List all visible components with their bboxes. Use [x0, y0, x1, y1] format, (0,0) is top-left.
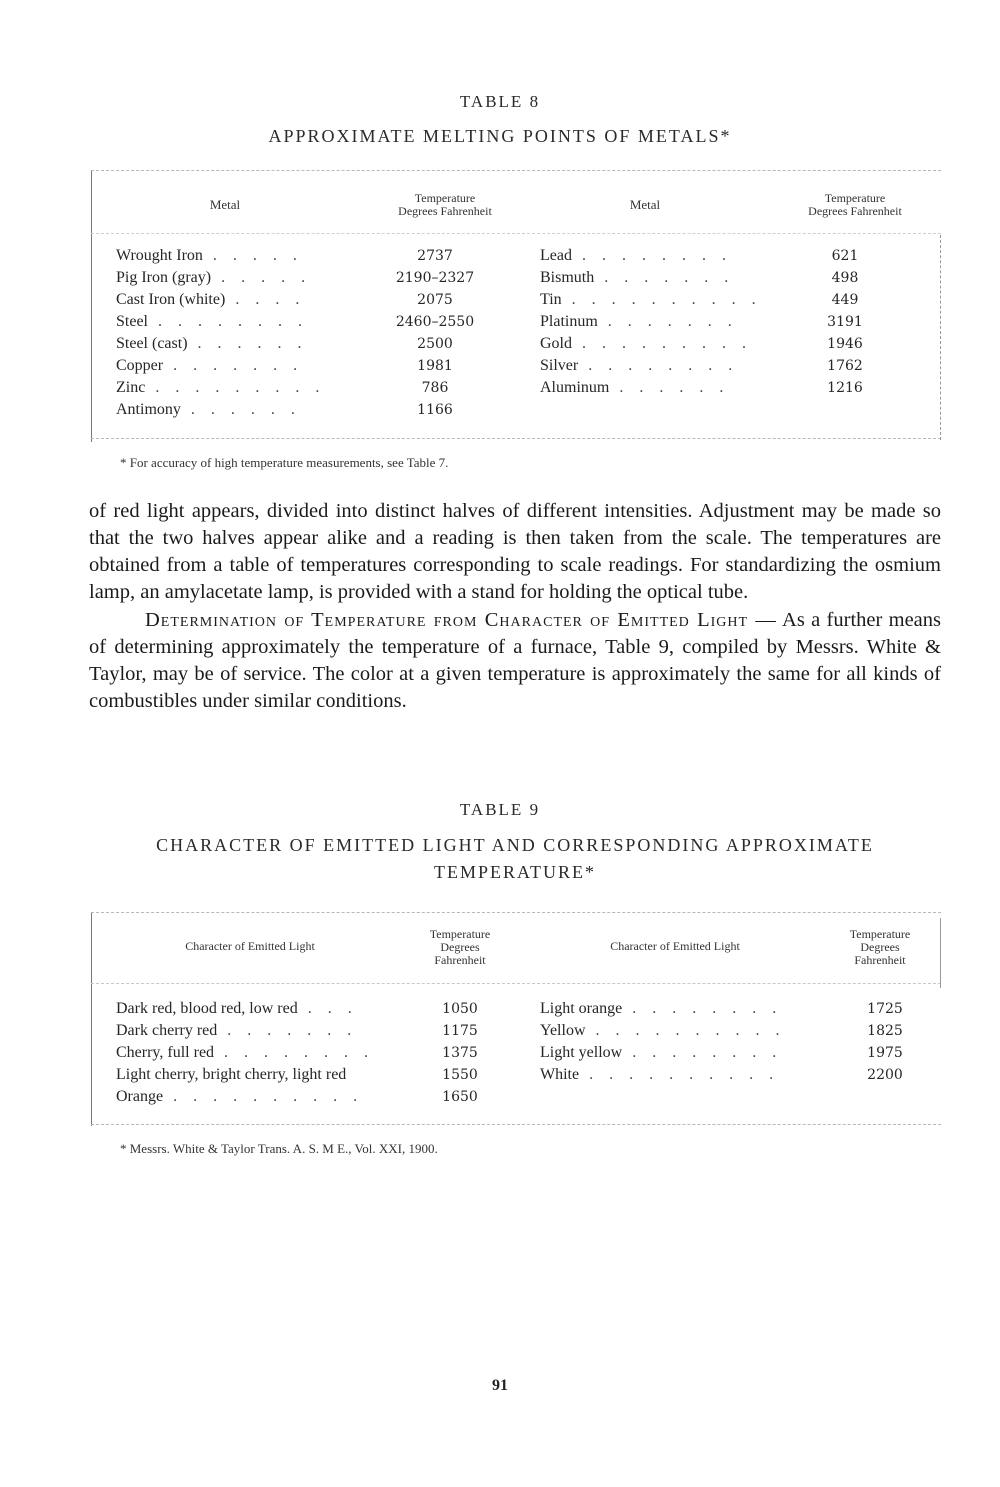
- table-row: Zinc . . . . . . . . . 786 Aluminum . . . . . . 1216: [0, 377, 1000, 399]
- table8-col-temp-left-line2: Degrees Fahrenheit: [398, 204, 492, 218]
- table8-footnote: * For accuracy of high temperature measurements, see Table 7.: [120, 455, 449, 470]
- section-heading: Determination of Temperature from Character of Emitted Light —: [145, 609, 777, 631]
- light-character: Light cherry, bright cherry, light red: [116, 1066, 347, 1083]
- light-character: Yellow: [540, 1022, 586, 1039]
- melting-temp: 1762: [827, 358, 863, 374]
- metal-name: Antimony: [116, 401, 181, 418]
- page-number: 91: [492, 1377, 508, 1394]
- melting-temp: 2500: [417, 336, 453, 352]
- metal-name: Tin: [540, 291, 562, 308]
- table-row: Steel . . . . . . . . 2460–2550 Platinum . . . . . . . 3191: [0, 311, 1000, 333]
- table8-col-temp-right-line1: Temperature: [824, 191, 886, 205]
- table9-col-light-right: Character of Emitted Light: [610, 939, 740, 953]
- melting-temp: 449: [831, 292, 859, 308]
- table8-col-temp-right-line2: Degrees Fahrenheit: [808, 204, 902, 218]
- melting-temp: 498: [831, 270, 859, 286]
- table8-title: APPROXIMATE MELTING POINTS OF METALS*: [268, 126, 732, 146]
- metal-name: Zinc: [116, 379, 146, 396]
- table9-col-light-left: Character of Emitted Light: [185, 939, 315, 953]
- metal-name: Bismuth: [540, 269, 595, 286]
- table-row: Dark red, blood red, low red . . . 1050 Light orange . . . . . . . . 1725: [0, 998, 1000, 1020]
- table-row: Steel (cast) . . . . . . 2500 Gold . . . . . . . . . 1946: [0, 333, 1000, 355]
- table-row: Antimony . . . . . . 1166: [0, 399, 1000, 421]
- metal-name: Wrought Iron: [116, 247, 203, 264]
- light-temp: 1825: [867, 1023, 903, 1039]
- table-row: Wrought Iron . . . . . 2737 Lead . . . . . . . . 621: [0, 245, 1000, 267]
- metal-name: Lead: [540, 247, 572, 264]
- melting-temp: 786: [421, 380, 449, 396]
- light-character: Orange: [116, 1088, 164, 1105]
- melting-temp: 3191: [827, 314, 863, 330]
- table-row: Pig Iron (gray) . . . . . 2190–2327 Bismuth . . . . . . . 498: [0, 267, 1000, 289]
- melting-temp: 621: [831, 248, 859, 264]
- melting-temp: 2460–2550: [395, 314, 475, 330]
- table9-title-line2: TEMPERATURE*: [433, 862, 596, 882]
- melting-temp: 1216: [827, 380, 863, 396]
- table9-col-temp-right-line3: Fahrenheit: [854, 953, 906, 967]
- light-temp: 1375: [442, 1045, 478, 1061]
- metal-name: Steel (cast): [116, 335, 188, 352]
- light-temp: 1550: [442, 1067, 478, 1083]
- light-temp: 1650: [442, 1089, 478, 1105]
- table8-label: TABLE 8: [459, 92, 541, 111]
- table-row: Light cherry, bright cherry, light red 1550 White . . . . . . . . . . 2200: [0, 1064, 1000, 1086]
- table8-col-temp-left-line1: Temperature: [414, 191, 476, 205]
- table9-top-rule: [91, 912, 941, 913]
- light-character: Light yellow: [540, 1044, 623, 1061]
- light-temp: 1975: [867, 1045, 903, 1061]
- table9-col-temp-right-line1: Temperature: [849, 927, 911, 941]
- table8-col-metal-left: Metal: [209, 197, 241, 212]
- table9-right-border: [940, 918, 941, 988]
- table9-col-temp-left-line2: Degrees: [440, 940, 480, 954]
- metal-name: Gold: [540, 335, 572, 352]
- table-row: Copper . . . . . . . 1981 Silver . . . . . . . . 1762: [0, 355, 1000, 377]
- metal-name: Platinum: [540, 313, 598, 330]
- light-temp: 1050: [442, 1001, 478, 1017]
- table9-col-temp-left-line1: Temperature: [429, 927, 491, 941]
- metal-name: Steel: [116, 313, 148, 330]
- table9-title-line1: CHARACTER OF EMITTED LIGHT AND CORRESPONDING APPROXIMATE: [156, 835, 874, 855]
- table9-col-temp-left-line3: Fahrenheit: [434, 953, 486, 967]
- melting-temp: 2190–2327: [395, 270, 475, 286]
- melting-temp: 2075: [417, 292, 453, 308]
- metal-name: Silver: [540, 357, 579, 374]
- table-row: Cherry, full red . . . . . . . . 1375 Light yellow . . . . . . . . 1975: [0, 1042, 1000, 1064]
- table-row: Orange . . . . . . . . . . 1650: [0, 1086, 1000, 1108]
- light-character: Dark cherry red: [116, 1022, 218, 1039]
- light-character: Cherry, full red: [116, 1044, 215, 1061]
- metal-name: Cast Iron (white): [116, 291, 226, 308]
- light-temp: 1725: [867, 1001, 903, 1017]
- light-character: Light orange: [540, 1000, 623, 1017]
- metal-name: Aluminum: [540, 379, 610, 396]
- melting-temp: 2737: [417, 248, 453, 264]
- table9-header-rule: [91, 983, 941, 984]
- melting-temp: 1946: [827, 336, 863, 352]
- paragraph-emitted-light-text: As a further means of determining approximately the temperature of a furnace, Table 9, compiled by Messrs. White & Taylor, may be of service. The color at a given temperature is approximately the same for all kinds of combustibles under similar conditions.: [89, 609, 941, 712]
- table8-col-metal-right: Metal: [629, 197, 661, 212]
- table9-footnote: * Messrs. White & Taylor Trans. A. S. M E., Vol. XXI, 1900.: [120, 1141, 438, 1156]
- light-temp: 2200: [867, 1067, 903, 1083]
- table9-col-temp-right-line2: Degrees: [860, 940, 900, 954]
- light-character: Dark red, blood red, low red: [116, 1000, 298, 1017]
- light-character: White: [540, 1066, 580, 1083]
- table9-label: TABLE 9: [459, 800, 541, 819]
- table-row: Cast Iron (white) . . . . 2075 Tin . . . . . . . . . . 449: [0, 289, 1000, 311]
- metal-name: Copper: [116, 357, 164, 374]
- melting-temp: 1981: [417, 358, 453, 374]
- melting-temp: 1166: [417, 402, 453, 418]
- table-row: Dark cherry red . . . . . . . 1175 Yellow . . . . . . . . . . 1825: [0, 1020, 1000, 1042]
- table9-col-temp-right: [820, 928, 940, 967]
- paragraph-optical-pyrometer: of red light appears, divided into distinct halves of different intensities. Adjustment may be made so that the two halves appear alike and a reading is then taken from the scale. The temperatures are obtained from a table of temperatures corresponding to scale readings. For standardizing the osmium lamp, an amylacetate lamp, is provided with a stand for holding the optical tube.: [89, 500, 941, 603]
- table9-col-temp-left: [400, 928, 520, 967]
- light-temp: 1175: [442, 1023, 478, 1039]
- metal-name: Pig Iron (gray): [116, 269, 212, 286]
- table9-bottom-rule: [91, 1124, 941, 1125]
